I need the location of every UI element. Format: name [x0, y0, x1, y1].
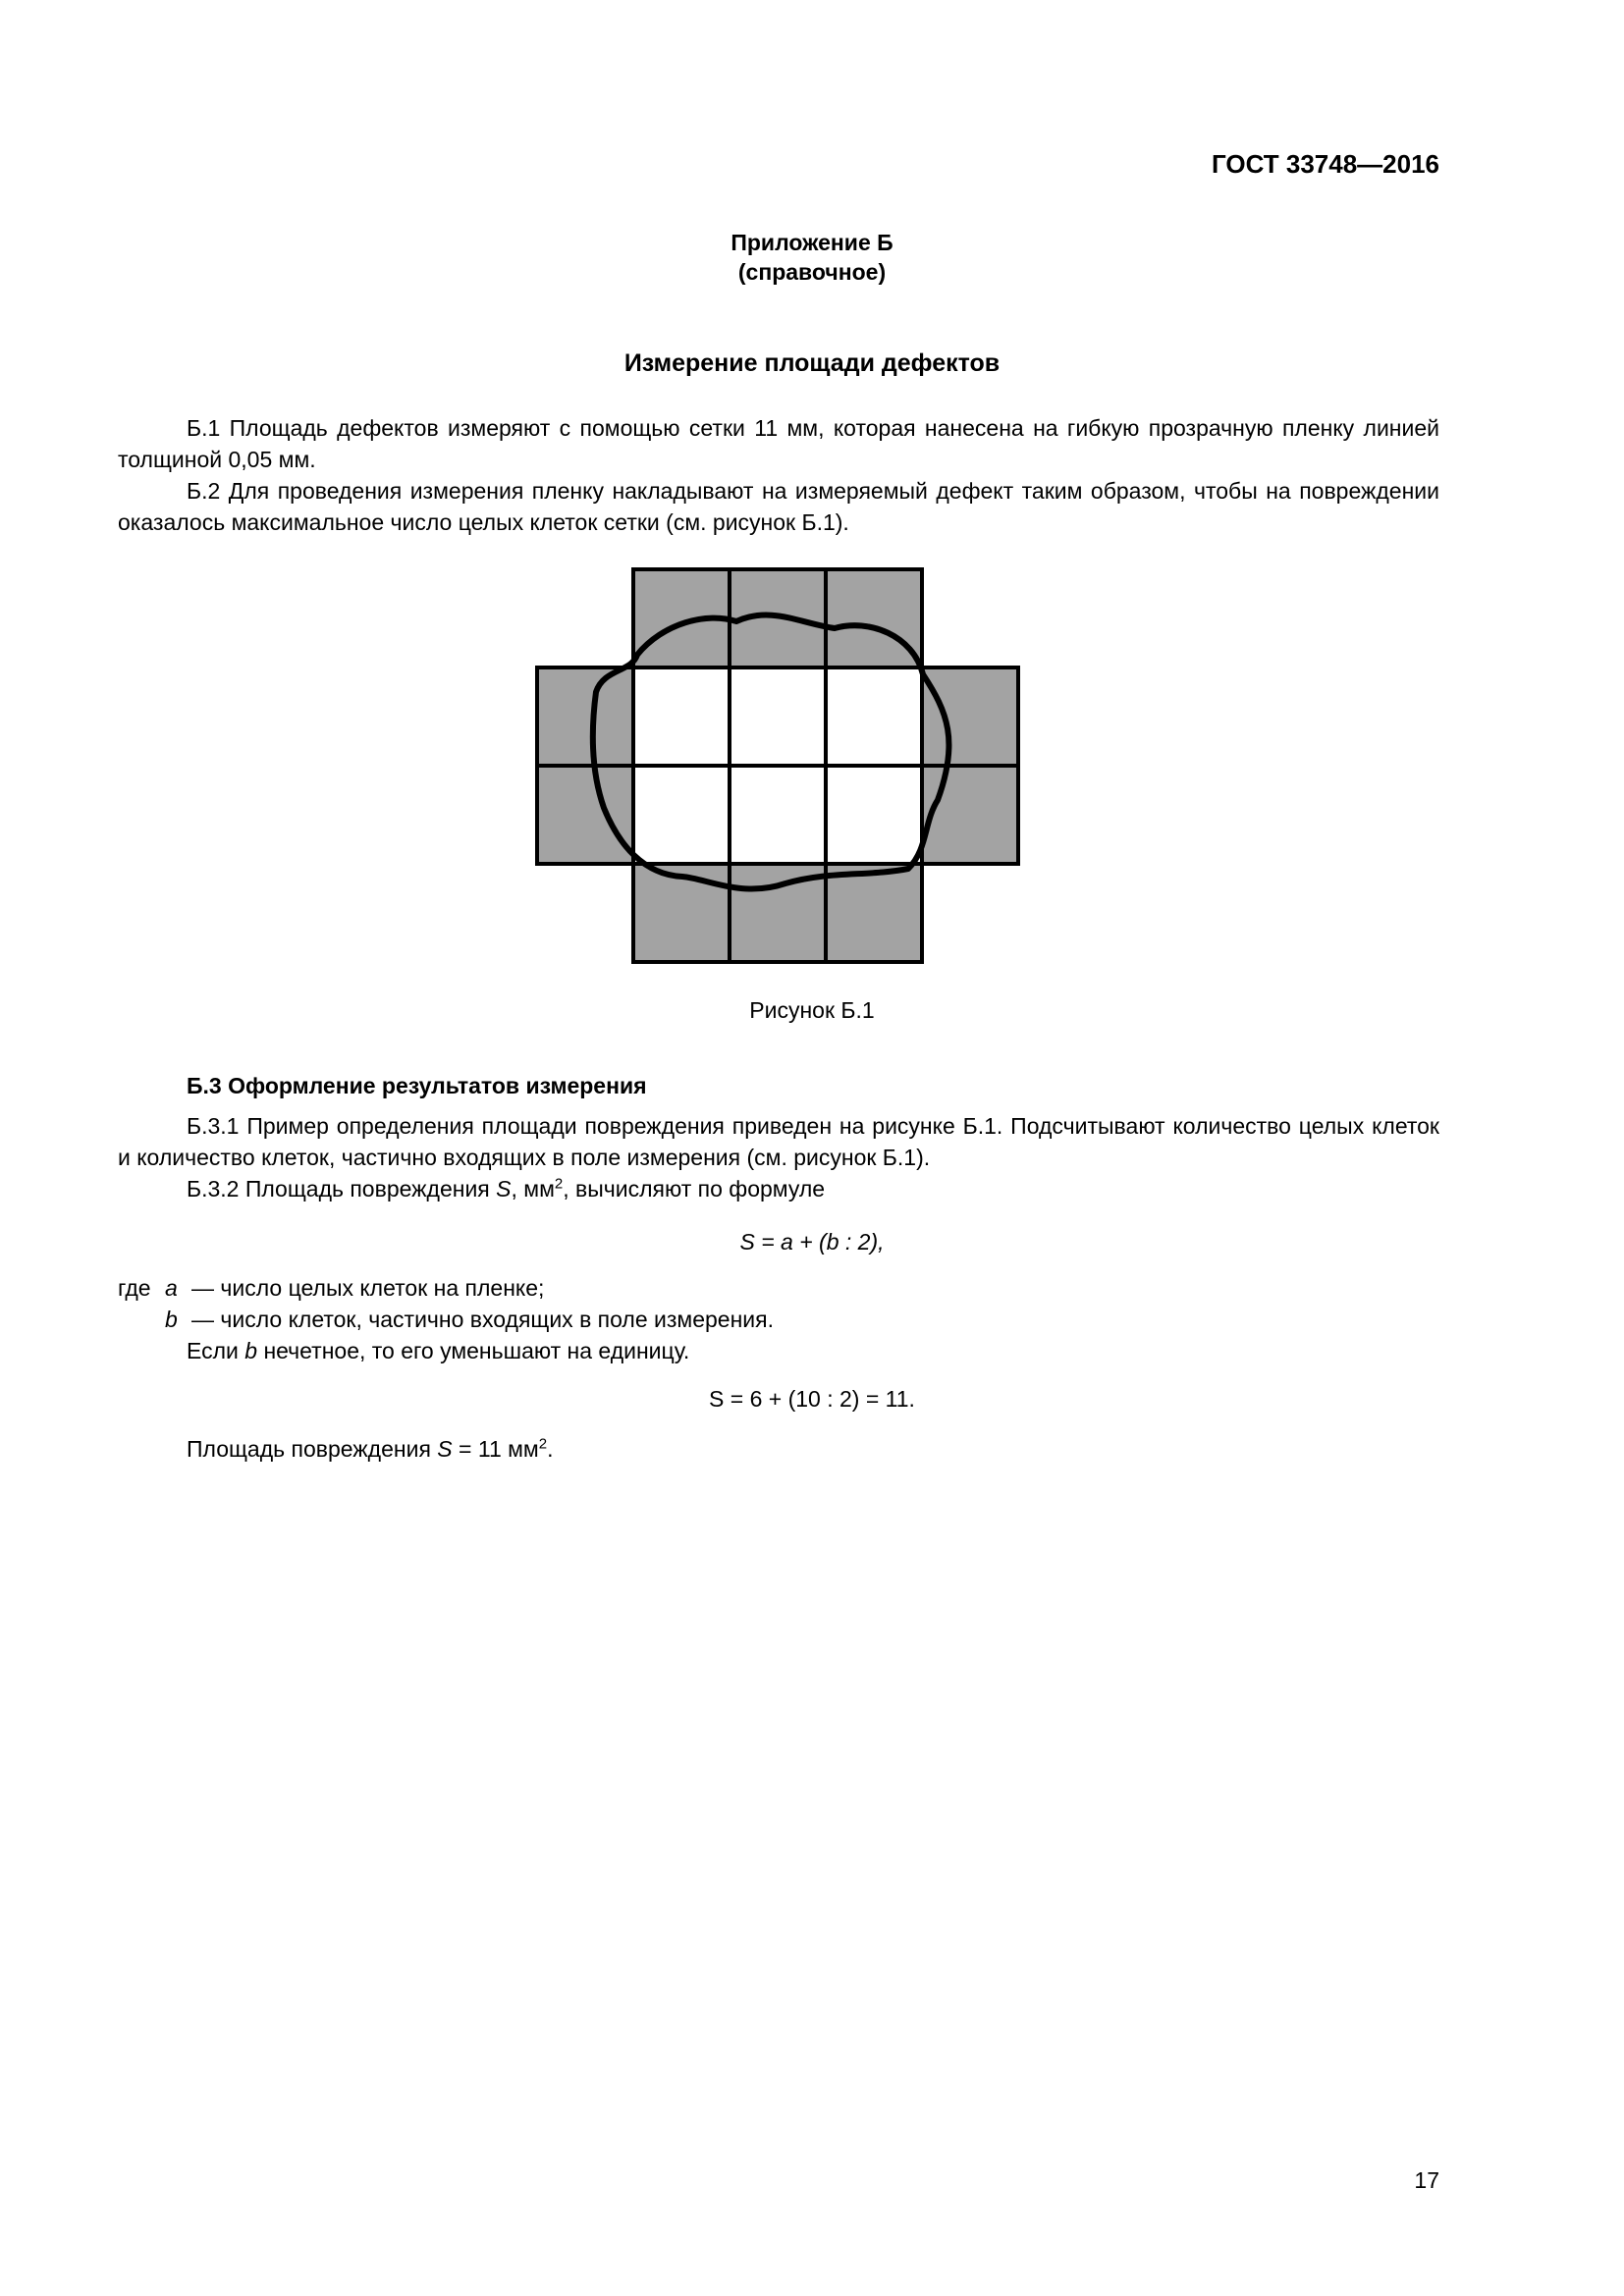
partial-cell	[922, 667, 1018, 766]
example-text: S = 6 + (10 : 2) = 11.	[709, 1386, 915, 1412]
variable-a-desc: — число целых клеток на пленке;	[191, 1275, 545, 1301]
full-cell	[826, 766, 922, 864]
annex-title: Приложение Б	[731, 230, 893, 255]
partial-cell	[537, 667, 633, 766]
paragraph-b2-text: Б.2 Для проведения измерения пленку накладывают на измеряемый дефект таким образом, чтобы на повреждении оказалось максимальное число целых клеток сетки (см. рисунок Б.1).	[118, 478, 1439, 535]
annex-status: (справочное)	[737, 259, 887, 285]
paragraph-b32	[118, 1173, 1439, 1204]
odd-rule-symbol: b	[244, 1338, 258, 1363]
unit-power: 2	[554, 1175, 564, 1193]
partial-cell	[826, 569, 922, 667]
partial-cell	[922, 766, 1018, 864]
paragraph-b32-suffix: , вычисляют по формуле	[563, 1176, 826, 1201]
result-end: .	[547, 1436, 554, 1462]
unit-text: , мм	[511, 1176, 555, 1201]
paragraph-b1	[118, 412, 1439, 475]
subsection-title: Б.3 Оформление результатов измерения	[187, 1073, 647, 1098]
result-value: = 11 мм	[459, 1436, 539, 1462]
full-cell	[826, 667, 922, 766]
standard-number: ГОСТ 33748—2016	[1212, 149, 1439, 179]
odd-rule-prefix: Если	[187, 1338, 239, 1363]
full-cell	[730, 667, 826, 766]
formula-text: S = a + (b : 2),	[739, 1229, 885, 1255]
full-cell	[633, 766, 730, 864]
odd-rule-suffix: нечетное, то его уменьшают на единицу.	[263, 1338, 690, 1363]
area-formula	[0, 1229, 1624, 1255]
where-a-line	[118, 1272, 544, 1304]
paragraph-b31	[118, 1110, 1439, 1173]
partial-cell	[826, 864, 922, 962]
partial-cell	[537, 766, 633, 864]
full-cell	[633, 667, 730, 766]
section-title: Измерение площади дефектов	[623, 349, 1001, 377]
odd-rule-note	[187, 1335, 689, 1366]
paragraph-b1-text: Б.1 Площадь дефектов измеряют с помощью сетки 11 мм, которая нанесена на гибкую прозрачную пленку линией толщиной 0,05 мм.	[118, 415, 1439, 472]
variable-b: b	[165, 1307, 178, 1332]
symbol-s: S	[496, 1176, 512, 1201]
paragraph-b32-prefix: Б.3.2 Площадь повреждения	[187, 1176, 490, 1201]
where-label: где	[118, 1275, 151, 1301]
paragraph-b2	[118, 475, 1439, 538]
page-number: 17	[1414, 2167, 1439, 2193]
figure-b1-grid	[535, 564, 1026, 977]
result-line	[187, 1433, 553, 1465]
full-cells	[633, 667, 922, 864]
example-calculation	[0, 1386, 1624, 1413]
where-b-line	[118, 1304, 774, 1335]
figure-caption: Рисунок Б.1	[749, 997, 875, 1023]
result-power: 2	[538, 1435, 548, 1453]
result-symbol: S	[437, 1436, 453, 1462]
variable-a: a	[165, 1275, 178, 1301]
variable-b-desc: — число клеток, частично входящих в поле измерения.	[191, 1307, 774, 1332]
paragraph-b31-text: Б.3.1 Пример определения площади повреждения приведен на рисунке Б.1. Подсчитывают количество целых клеток и количество клеток, частично входящих в поле измерения (см. рисунок Б.1).	[118, 1113, 1439, 1170]
full-cell	[730, 766, 826, 864]
annex-heading	[0, 228, 1624, 287]
result-prefix: Площадь повреждения	[187, 1436, 431, 1462]
